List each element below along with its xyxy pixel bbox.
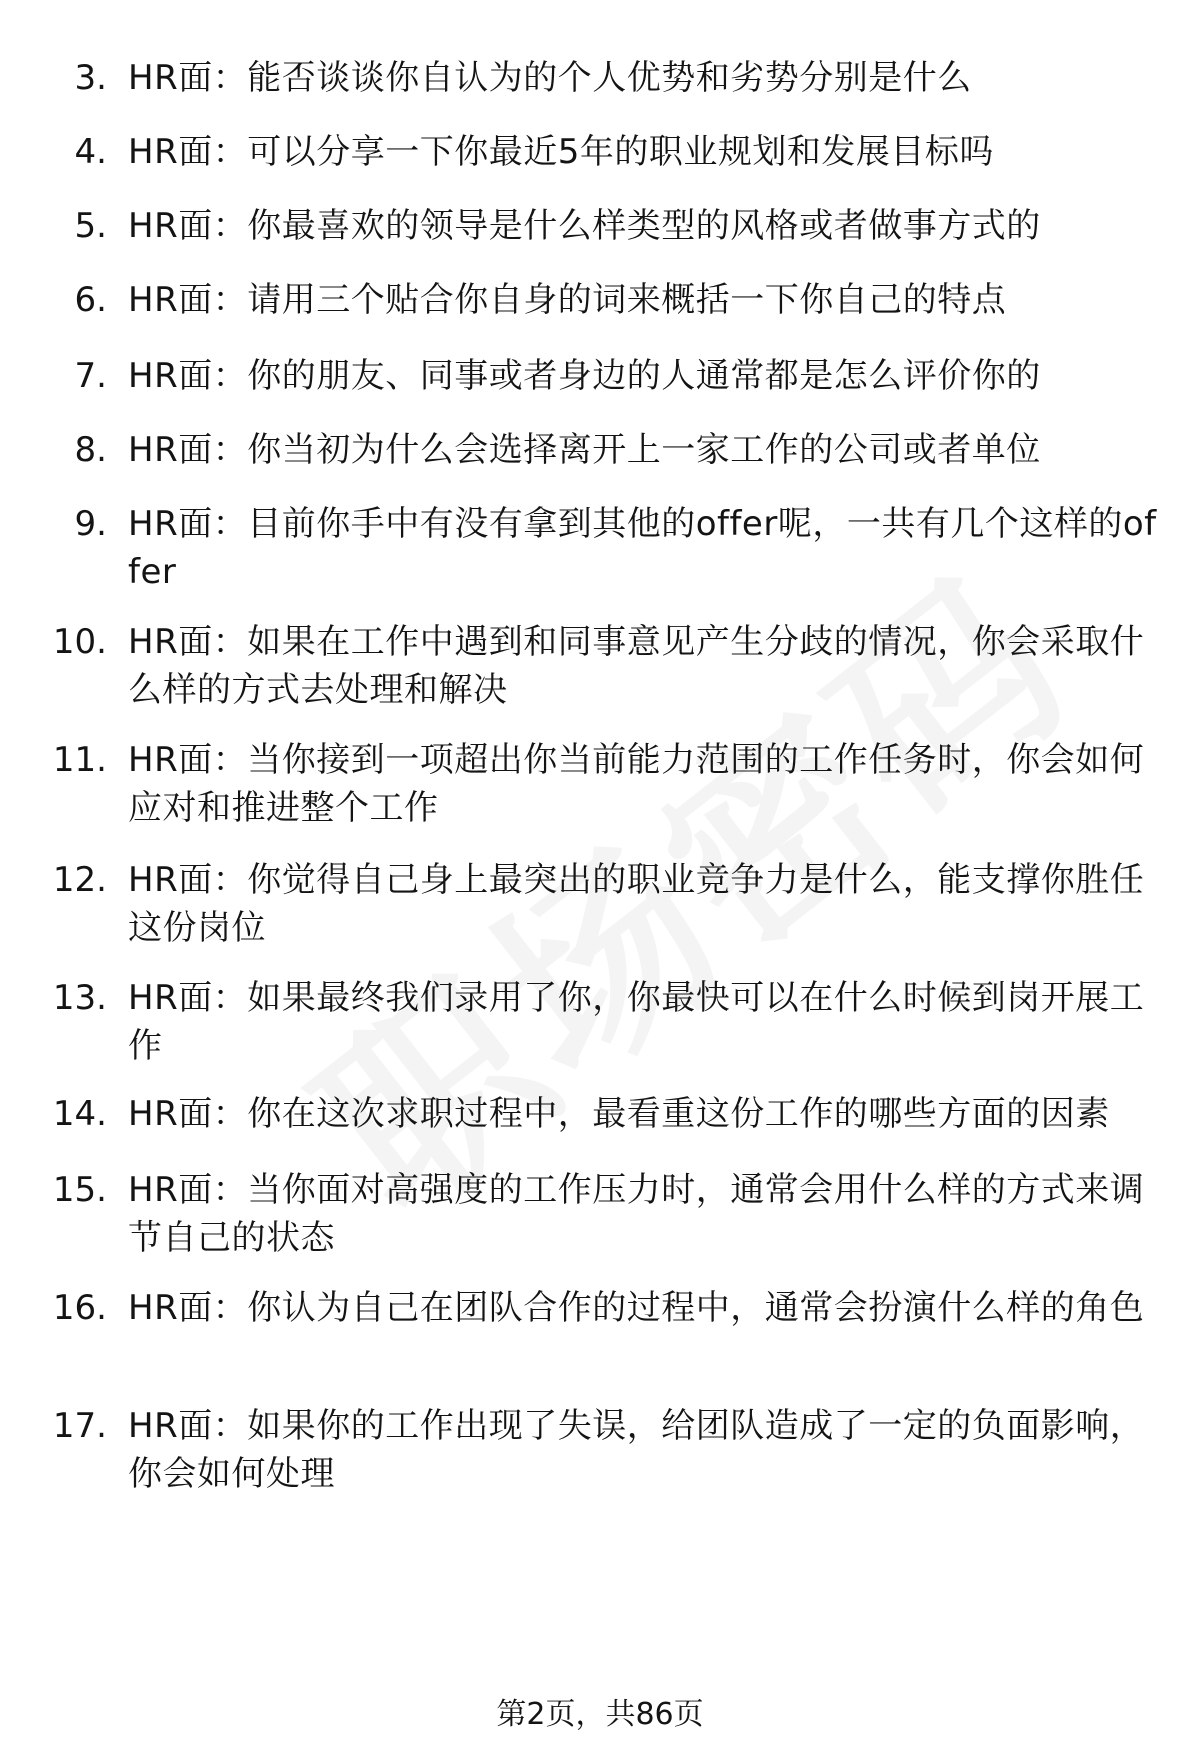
- question-number: 6.: [74, 280, 107, 320]
- question-text: HR面：能否谈谈你自认为的个人优势和劣势分别是什么: [128, 58, 972, 98]
- question-number: 15.: [52, 1170, 107, 1210]
- question-text: HR面：请用三个贴合你自身的词来概括一下你自己的特点: [128, 280, 1007, 320]
- question-text: HR面：如果在工作中遇到和同事意见产生分歧的情况，你会采取什么样的方式去处理和解决: [128, 622, 1145, 710]
- question-text: HR面：你当初为什么会选择离开上一家工作的公司或者单位: [128, 430, 1041, 470]
- question-number: 16.: [52, 1288, 107, 1328]
- question-number: 7.: [74, 356, 107, 396]
- question-text: HR面：目前你手中有没有拿到其他的offer呢，一共有几个这样的offer: [128, 504, 1157, 592]
- question-number: 14.: [52, 1094, 107, 1134]
- question-text: HR面：你的朋友、同事或者身边的人通常都是怎么评价你的: [128, 356, 1041, 396]
- question-text: HR面：可以分享一下你最近5年的职业规划和发展目标吗: [128, 132, 994, 172]
- question-text: HR面：如果最终我们录用了你，你最快可以在什么时候到岗开展工作: [128, 978, 1145, 1066]
- page-number-footer: 第2页，共86页: [496, 1697, 704, 1732]
- question-text: HR面：你在这次求职过程中，最看重这份工作的哪些方面的因素: [128, 1094, 1110, 1134]
- question-number: 12.: [52, 860, 107, 900]
- question-number: 17.: [52, 1406, 107, 1446]
- question-text: HR面：当你面对高强度的工作压力时，通常会用什么样的方式来调节自己的状态: [128, 1170, 1145, 1258]
- question-number: 13.: [52, 978, 107, 1018]
- question-number: 9.: [74, 504, 107, 544]
- question-text: HR面：你最喜欢的领导是什么样类型的风格或者做事方式的: [128, 206, 1041, 246]
- question-text: HR面：你觉得自己身上最突出的职业竞争力是什么，能支撑你胜任这份岗位: [128, 860, 1145, 948]
- question-number: 3.: [74, 58, 107, 98]
- question-number: 5.: [74, 206, 107, 246]
- question-text: HR面：当你接到一项超出你当前能力范围的工作任务时，你会如何应对和推进整个工作: [128, 740, 1145, 828]
- question-number: 8.: [74, 430, 107, 470]
- question-text: HR面：你认为自己在团队合作的过程中，通常会扮演什么样的角色: [128, 1288, 1145, 1328]
- question-number: 11.: [52, 740, 107, 780]
- question-number: 10.: [52, 622, 107, 662]
- question-number: 4.: [74, 132, 107, 172]
- question-text: HR面：如果你的工作出现了失误，给团队造成了一定的负面影响，你会如何处理: [128, 1406, 1145, 1494]
